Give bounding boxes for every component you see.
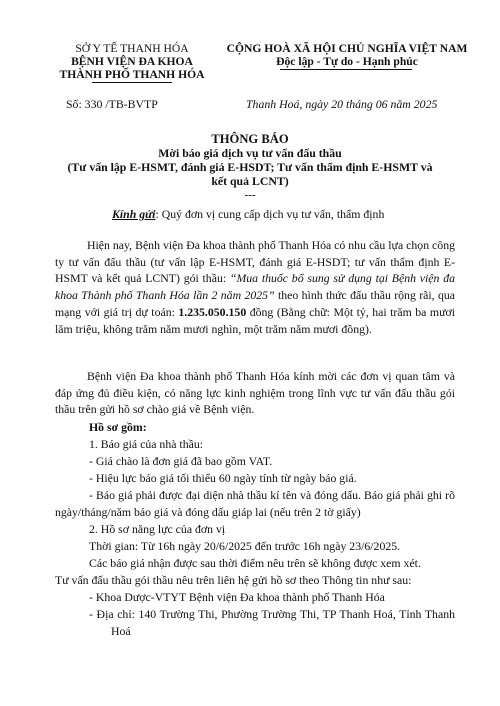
dossier-item-capacity: 2. Hồ sơ năng lực của đơn vị <box>89 522 226 536</box>
intro-lead: Hiện nay, Bệnh viện Đa khoa thành phố Thanh Hóa có nhu cầu lựa chọn công ty tư vấn đấu thầu (tư vấn lập E-HSMT, đánh giá E-HSDT; tư vấn thẩm định E-HSMT và kết quả LCNT) gói thầu: <box>55 238 455 286</box>
contact-intro: Tư vấn đấu thầu gói thầu nêu trên liên hệ gửi hồ sơ theo Thông tin như sau: <box>55 573 412 587</box>
intro-paragraph <box>55 237 455 337</box>
intro-middle: theo hình thức đấu thầu rộng rãi, qua mạng với giá trị dự toán: <box>55 288 455 319</box>
place-date: Thanh Hoá, ngày 20 tháng 06 năm 2025 <box>246 97 438 111</box>
dossier-bullet-validity: - Hiệu lực báo giá tối thiểu 60 ngày tính từ ngày báo giá. <box>89 471 357 485</box>
contact-department: - Khoa Dược-VTYT Bệnh viện Đa khoa thành phố Thanh Hóa <box>89 590 385 604</box>
org-underline <box>92 82 172 83</box>
estimate-amount: 1.235.050.150 <box>178 304 247 319</box>
package-name: “Mua thuốc bổ sung sử dụng tại Bệnh viện đa khoa Thành phố Thanh Hóa lần 2 năm 2025” <box>55 271 455 303</box>
doc-subtitle-2: (Tư vấn lập E-HSMT, đánh giá E-HSDT; Tư vấn thẩm định E-HSMT và <box>67 160 433 174</box>
dossier-bullet-signature: - Báo giá phải được đại diện nhà thầu kí tên và đóng dấu. Báo giá phải ghi rõ ngày/tháng/năm báo giá và đóng dấu giáp lai (nếu trên 2 tờ giấy) <box>55 488 455 519</box>
title-separator: --- <box>244 189 256 201</box>
doc-subtitle-3: kết quả LCNT) <box>211 174 289 188</box>
motto-underline <box>280 69 412 70</box>
nation-title: CỘNG HOÀ XÃ HỘI CHỦ NGHĨA VIỆT NAM <box>226 42 468 55</box>
intro-tail: đồng (Bằng chữ: Một tỷ, hai trăm ba mươi lăm triệu, không trăm năm mươi nghìn, một trăm năm mươi đồng). <box>55 304 455 336</box>
submission-time: Thời gian: Từ 16h ngày 20/6/2025 đến trước 16h ngày 23/6/2025. <box>89 539 401 553</box>
doc-number: Số: 330 /TB-BVTP <box>66 97 158 111</box>
doc-subtitle-1: Mời báo giá dịch vụ tư vấn đấu thầu <box>158 146 342 160</box>
contact-address: - Địa chỉ: 140 Trường Thi, Phường Trường Thi, TP Thanh Hoá, Tỉnh Thanh Hoá <box>89 607 455 638</box>
org-line-city: THÀNH PHỐ THANH HÓA <box>59 68 205 81</box>
salutation <box>112 206 384 223</box>
org-line-hospital: BỆNH VIỆN ĐA KHOA <box>71 55 193 68</box>
dossier-item-quote: 1. Báo giá của nhà thầu: <box>89 437 204 451</box>
doc-title: THÔNG BÁO <box>211 132 289 146</box>
dossier-bullet-vat: - Giá chào là đơn giá đã bao gồm VAT. <box>89 454 273 468</box>
salutation-label: Kính gửi <box>112 207 156 221</box>
org-line-ministry: SỞ Y TẾ THANH HÓA <box>75 42 189 55</box>
salutation-text: : Quý đơn vị cung cấp dịch vụ tư vấn, thẩm định <box>155 207 385 221</box>
dossier-heading: Hồ sơ gồm: <box>89 420 147 434</box>
nation-motto: Độc lập - Tự do - Hạnh phúc <box>276 55 418 68</box>
late-note: Các báo giá nhận được sau thời điểm nêu trên sẽ không được xem xét. <box>89 556 421 570</box>
invitation-paragraph: Bệnh viện Đa khoa thành phố Thanh Hóa kính mời các đơn vị quan tâm và đáp ứng đủ điều kiện, có năng lực kinh nghiệm trong lĩnh vực tư vấn đấu thầu gói thầu trên gửi hồ sơ chào giá về Bệnh viện. <box>55 369 455 417</box>
